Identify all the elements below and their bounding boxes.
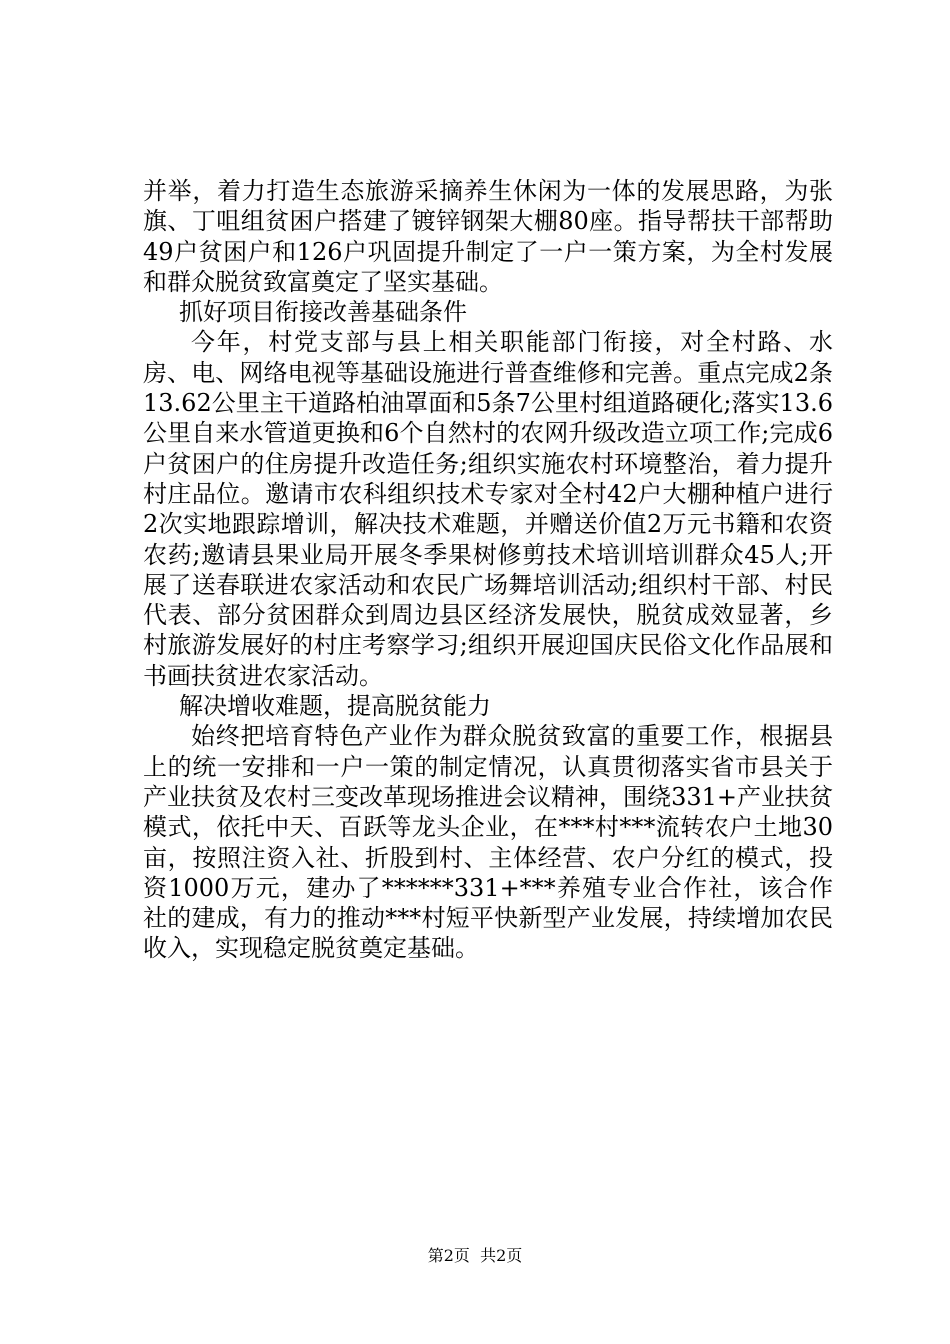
section-heading-projects: 抓好项目衔接改善基础条件 (179, 298, 467, 327)
paragraph-infrastructure: 今年，村党支部与县上相关职能部门衔接，对全村路、水房、电、网络电视等基础设施进行普查维修和完善。重点完成2条13.62公里主干道路柏油罩面和5条7公里村组道路硬化;落实13.6公里自来水管道更换和6个自然村的农网升级改造立项工作;完成6户贫困户的住房提升改造任务;组织实施农村环境整治，着力提升村庄品位。邀请市农科组织技术专家对全村42户大棚种植户进行2次实地跟踪增训，解决技术难题，并赠送价值2万元书籍和农资农药;邀请县果业局开展冬季果树修剪技术培训培训群众45人;开展了送春联进农家活动和农民广场舞培训活动;组织村干部、村民代表、部分贫困群众到周边县区经济发展快，脱贫成效显著，乡村旅游发展好的村庄考察学习;组织开展迎国庆民俗文化作品展和书画扶贫进农家活动。 (143, 328, 833, 690)
document-body (143, 176, 833, 964)
paragraph-continuation: 并举，着力打造生态旅游采摘养生休闲为一体的发展思路，为张旗、丁咀组贫困户搭建了镀锌钢架大棚80座。指导帮扶干部帮助49户贫困户和126户巩固提升制定了一户一策方案，为全村发展和群众脱贫致富奠定了坚实基础。 (143, 177, 833, 296)
page-footer (0, 1245, 950, 1267)
page-number: 第2页 共2页 (427, 1246, 523, 1265)
section-heading-income: 解决增收难题，提高脱贫能力 (179, 692, 491, 721)
paragraph-industry: 始终把培育特色产业作为群众脱贫致富的重要工作，根据县上的统一安排和一户一策的制定情况，认真贯彻落实省市县关于产业扶贫及农村三变改革现场推进会议精神，围绕331+产业扶贫模式，依托中天、百跃等龙头企业，在***村***流转农户土地30亩，按照注资入社、折股到村、主体经营、农户分红的模式，投资1000万元，建办了******331+***养殖专业合作社，该合作社的建成，有力的推动***村短平快新型产业发展，持续增加农民收入，实现稳定脱贫奠定基础。 (143, 722, 833, 963)
